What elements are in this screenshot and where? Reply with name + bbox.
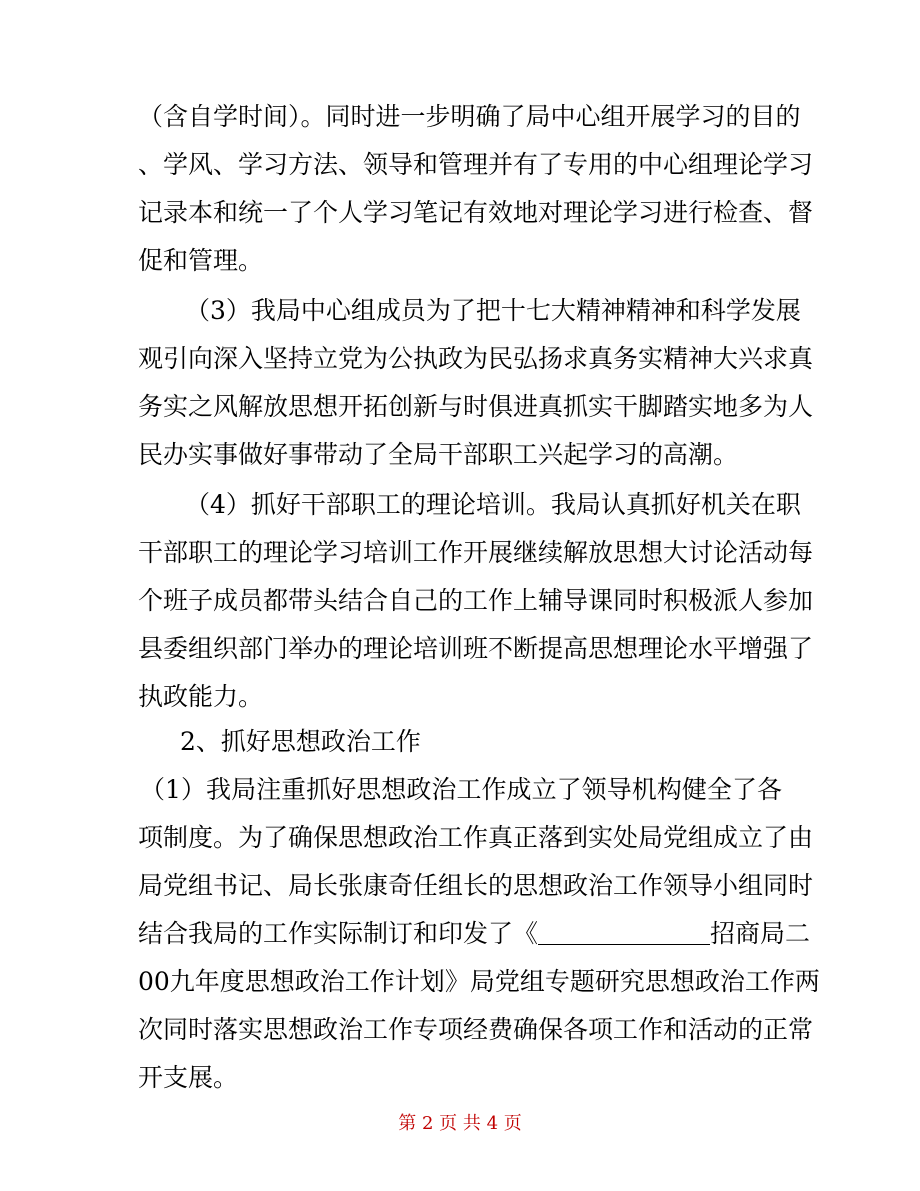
line-text-after-blank: 招商局二 — [710, 919, 811, 948]
paragraph-line: 项制度。为了确保思想政治工作真正落到实处局党组成立了由 — [138, 823, 814, 852]
paragraph-line: （4）抓好干部职工的理论培训。我局认真抓好机关在职 — [185, 490, 801, 519]
paragraph-line: 记录本和统一了个人学习笔记有效地对理论学习进行检查、督 — [138, 198, 814, 227]
paragraph-line: （1）我局注重抓好思想政治工作成立了领导机构健全了各 — [140, 775, 782, 804]
paragraph-line: 局党组书记、局长张康奇任组长的思想政治工作领导小组同时 — [138, 871, 814, 900]
paragraph-line: 次同时落实思想政治工作专项经费确保各项工作和活动的正常 — [138, 1015, 814, 1044]
paragraph-line: 、学风、学习方法、领导和管理并有了专用的中心组理论学习 — [138, 150, 814, 179]
section-heading: 2、抓好思想政治工作 — [180, 727, 421, 756]
paragraph-line: 开支展。 — [138, 1063, 239, 1092]
paragraph-line: 民办实事做好事带动了全局干部职工兴起学习的高潮。 — [138, 440, 739, 469]
paragraph-line: 00九年度思想政治工作计划》局党组专题研究思想政治工作两 — [138, 967, 820, 996]
paragraph-line: （3）我局中心组成员为了把十七大精神精神和科学发展 — [185, 296, 801, 325]
paragraph-line: 干部职工的理论学习培训工作开展继续解放思想大讨论活动每 — [138, 538, 814, 567]
paragraph-line: 个班子成员都带头结合自己的工作上辅导课同时积极派人参加 — [138, 586, 814, 615]
paragraph-line-with-blank — [138, 910, 811, 958]
line-text-before-blank: 结合我局的工作实际制订和印发了《 — [138, 919, 539, 948]
paragraph-line: 执政能力。 — [138, 682, 264, 711]
paragraph-line: 县委组织部门举办的理论培训班不断提高思想理论水平增强了 — [138, 634, 814, 663]
page-footer: 第 2 页 共 4 页 — [398, 1113, 522, 1134]
paragraph-line: 促和管理。 — [138, 246, 264, 275]
paragraph-line: 观引向深入坚持立党为公执政为民弘扬求真务实精神大兴求真 — [138, 344, 814, 373]
paragraph-line: （含自学时间）。同时进一步明确了局中心组开展学习的目的 — [138, 102, 801, 131]
paragraph-line: 务实之风解放思想开拓创新与时俱进真抓实干脚踏实地多为人 — [138, 392, 814, 421]
fill-in-blank — [538, 914, 710, 945]
